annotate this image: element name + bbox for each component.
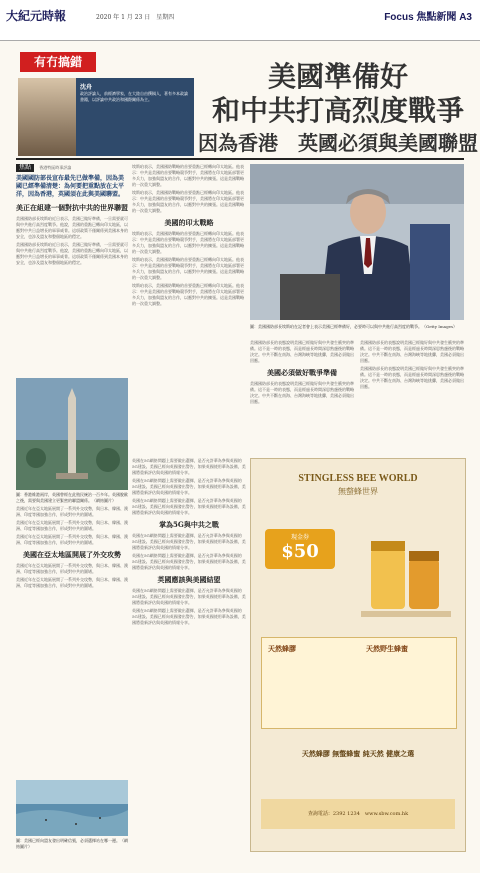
middle-body-2: 埃斯珀表示，美國國防戰略的首要重點已經轉向印太地區。他表示：中共是美國的首要戰略競爭對手，美國將在印太地區部署更多兵力，加強與盟友的合作，以應對中共的擴張。這是美國戰略的一次重大調整。	[132, 190, 244, 213]
column-banner: 有冇搞錯	[20, 52, 96, 72]
author-box	[18, 78, 194, 156]
newspaper-logo: 大紀元時報	[6, 9, 67, 23]
lower-mid-subhead-1: 掌為5G與中共之戰	[159, 520, 219, 529]
lower-mid-body-6: 英國在5G網絡問題上需要做出選擇，是否允許華為參與英國的5G建設。美國已經向英國發出警告，如果英國使用華為設備，美國將重新評估與英國的情報分享。	[132, 588, 246, 605]
left-subhead: 美正在組建一個對抗中共的世界聯盟	[16, 203, 128, 212]
coast-photo	[16, 780, 128, 836]
ad-coupon[interactable]	[265, 529, 335, 569]
section-label: Focus 焦點新聞 A3	[384, 12, 472, 23]
left-body-filler: 美國國防部長埃斯珀近日表示，美國已做好準備，一旦需要就可與中共進行高烈度戰爭。他說，美國的重點已轉向印太地區，以應對中共日益增長的軍事威脅。這項政策不僅關係到美國本身的安全，也涉及盟友和整個地區的穩定。	[16, 242, 128, 265]
ad-coupon-value: $50	[281, 541, 319, 562]
left-photo-art	[16, 378, 128, 490]
lower-left-body-1: 美國近年在亞太地區展開了一系列外交攻勢，與日本、韓國、澳洲、印度等國加強合作，形成對中共的圍堵。	[16, 506, 128, 517]
ad-brand: STINGLESS BEE WORLD	[298, 473, 418, 484]
headline	[196, 60, 480, 156]
ad-brand-cn: 無螫蜂世界	[338, 487, 378, 496]
right-column-a	[250, 340, 354, 450]
right-column-b	[360, 340, 464, 450]
divider	[16, 158, 464, 160]
middle-body-4: 埃斯珀表示，美國國防戰略的首要重點已經轉向印太地區。他表示：中共是美國的首要戰略競爭對手，美國將在印太地區部署更多兵力，加強與盟友的合作，以應對中共的擴張。這是美國戰略的一次重大調整。	[132, 257, 244, 280]
right-subhead: 美國必須做好戰爭準備	[267, 368, 337, 377]
author-portrait	[18, 78, 76, 156]
ad-brand-block	[291, 473, 425, 497]
lower-left-body-2: 美國近年在亞太地區展開了一系列外交攻勢，與日本、韓國、澳洲、印度等國加強合作，形成對中共的圍堵。	[16, 520, 128, 531]
advertisement[interactable]	[250, 458, 466, 852]
lower-mid-body-3: 英國在5G網絡問題上需要做出選擇，是否允許華為參與英國的5G建設。美國已經向英國發出警告，如果英國使用華為設備，美國將重新評估與英國的情報分享。	[132, 498, 246, 515]
section-tag: 焦點	[16, 164, 34, 172]
lower-mid-body-1: 英國在5G網絡問題上需要做出選擇，是否允許華為參與英國的5G建設。美國已經向英國發出警告，如果英國使用華為設備，美國將重新評估與英國的情報分享。	[132, 458, 246, 475]
middle-column	[132, 164, 246, 454]
ad-tagline: 天然蜂膠 無螫蜂蜜 純天然 健康之選	[301, 749, 415, 758]
right-body-1: 美國國防部長的表態說明美國已經做好與中共發生衝突的準備。這不是一時的表態，而是經過長時間深思熟慮後的戰略決定。中共不斷在南海、台灣海峽等地挑釁，美國必須做出回應。	[250, 340, 354, 363]
headline-line-1: 美國準備好	[267, 61, 408, 92]
lower-left-body-4: 美國近年在亞太地區展開了一系列外交攻勢，與日本、韓國、澳洲、印度等國加強合作，形成對中共的圍堵。	[16, 563, 128, 574]
left-photo	[16, 378, 128, 490]
lower-mid-body-5: 英國在5G網絡問題上需要做出選擇，是否允許華為參與英國的5G建設。美國已經向英國發出警告，如果英國使用華為設備，美國將重新評估與英國的情報分享。	[132, 553, 246, 570]
lower-left-body-5: 美國近年在亞太地區展開了一系列外交攻勢，與日本、韓國、澳洲、印度等國加強合作，形成對中共的圍堵。	[16, 577, 128, 588]
lower-left-body-3: 美國近年在亞太地區展開了一系列外交攻勢，與日本、韓國、澳洲、印度等國加強合作，形成對中共的圍堵。	[16, 534, 128, 545]
author-bio: 政治評論人，前經濟學家，在大陸自由撰稿人，著有多本政論書籍，以評論中共政治和國際關係為主。	[80, 91, 188, 102]
lead-paragraph: 美國國防部長宣布最先已做準備，因為美國已經準備清楚：為何要把重點放在太平洋，因為香港，英國須在此與美國聯盟。	[16, 175, 125, 198]
ad-products-panel	[261, 637, 457, 729]
ad-product-1: 天然蜂膠	[268, 644, 296, 653]
ad-coupon-label: 現金券	[290, 534, 309, 541]
lower-mid-body-4: 英國在5G網絡問題上需要做出選擇，是否允許華為參與英國的5G建設。美國已經向英國發出警告，如果英國使用華為設備，美國將重新評估與英國的情報分享。	[132, 533, 246, 550]
main-photo-caption: 圖：美國國防部長埃斯珀在記者會上表示美國已經準備好，必要時可以與中共進行高烈度的戰爭。（Getty Images）	[250, 324, 458, 329]
lower-left-column	[16, 506, 128, 776]
right-body-3: 美國國防部長的表態說明美國已經做好與中共發生衝突的準備。這不是一時的表態，而是經過長時間深思熟慮後的戰略決定。中共不斷在南海、台灣海峽等地挑釁，美國必須做出回應。	[360, 340, 464, 363]
section-note: 香港特區時事評論	[39, 165, 72, 170]
lower-middle-column	[132, 458, 246, 850]
middle-body-1: 埃斯珀表示，美國國防戰略的首要重點已經轉向印太地區。他表示：中共是美國的首要戰略競爭對手，美國將在印太地區部署更多兵力，加強與盟友的合作，以應對中共的擴張。這是美國戰略的一次重大調整。	[132, 164, 244, 187]
author-name: 沈舟	[80, 84, 93, 91]
middle-body-3: 埃斯珀表示，美國國防戰略的首要重點已經轉向印太地區。他表示：中共是美國的首要戰略競爭對手，美國將在印太地區部署更多兵力，加強與盟友的合作，以應對中共的擴張。這是美國戰略的一次重大調整。	[132, 231, 244, 254]
middle-subhead: 美國的印太戰略	[164, 218, 214, 227]
left-photo-caption: 圖：香港維港兩岸，英國曾經在此殖民統治一百多年。英國脫歐之後，需要與美國建立更緊密的聯盟關係。（網絡圖片）	[16, 492, 128, 503]
left-column	[16, 164, 128, 374]
ad-product-jars	[361, 519, 451, 629]
lower-mid-subhead-2: 英國應該與美國結盟	[157, 575, 221, 584]
lower-left-subhead: 美國在亞太地區開展了外交攻勢	[23, 550, 121, 559]
right-body-4: 美國國防部長的表態說明美國已經做好與中共發生衝突的準備。這不是一時的表態，而是經過長時間深思熟慮後的戰略決定。中共不斷在南海、台灣海峽等地挑釁，美國必須做出回應。	[360, 366, 464, 389]
main-photo-art	[250, 164, 464, 320]
lower-mid-body-7: 英國在5G網絡問題上需要做出選擇，是否允許華為參與英國的5G建設。美國已經向英國發出警告，如果英國使用華為設備，美國將重新評估與英國的情報分享。	[132, 608, 246, 625]
coast-photo-caption: 圖：美國已經向盟友發出明確信號，必須選擇站在哪一邊。（網絡圖片）	[16, 838, 128, 849]
middle-body-5: 埃斯珀表示，美國國防戰略的首要重點已經轉向印太地區。他表示：中共是美國的首要戰略競爭對手，美國將在印太地區部署更多兵力，加強與盟友的合作，以應對中共的擴張。這是美國戰略的一次重大調整。	[132, 283, 244, 306]
date-line: 2020 年 1 月 23 日 星期四	[96, 14, 175, 21]
coast-photo-art	[16, 780, 128, 836]
left-body: 美國國防部長埃斯珀近日表示，美國已做好準備，一旦需要就可與中共進行高烈度戰爭。他說，美國的重點已轉向印太地區，以應對中共日益增長的軍事威脅。這項政策不僅關係到美國本身的安全，也涉及盟友和整個地區的穩定。	[16, 216, 128, 239]
headline-line-2: 和中共打高烈度戰爭	[211, 95, 464, 126]
ad-contact: 查詢電話：2392 1234 www.sbw.com.hk	[261, 799, 455, 829]
main-photo	[250, 164, 464, 320]
ad-product-2: 天然野生蜂蜜	[366, 644, 408, 653]
footer-strip	[0, 858, 480, 873]
right-body-2: 美國國防部長的表態說明美國已經做好與中共發生衝突的準備。這不是一時的表態，而是經過長時間深思熟慮後的戰略決定。中共不斷在南海、台灣海峽等地挑釁，美國必須做出回應。	[250, 381, 354, 404]
lower-mid-body-2: 英國在5G網絡問題上需要做出選擇，是否允許華為參與英國的5G建設。美國已經向英國發出警告，如果英國使用華為設備，美國將重新評估與英國的情報分享。	[132, 478, 246, 495]
headline-subline: 因為香港 英國必須與美國聯盟	[198, 133, 478, 155]
masthead	[0, 0, 480, 41]
